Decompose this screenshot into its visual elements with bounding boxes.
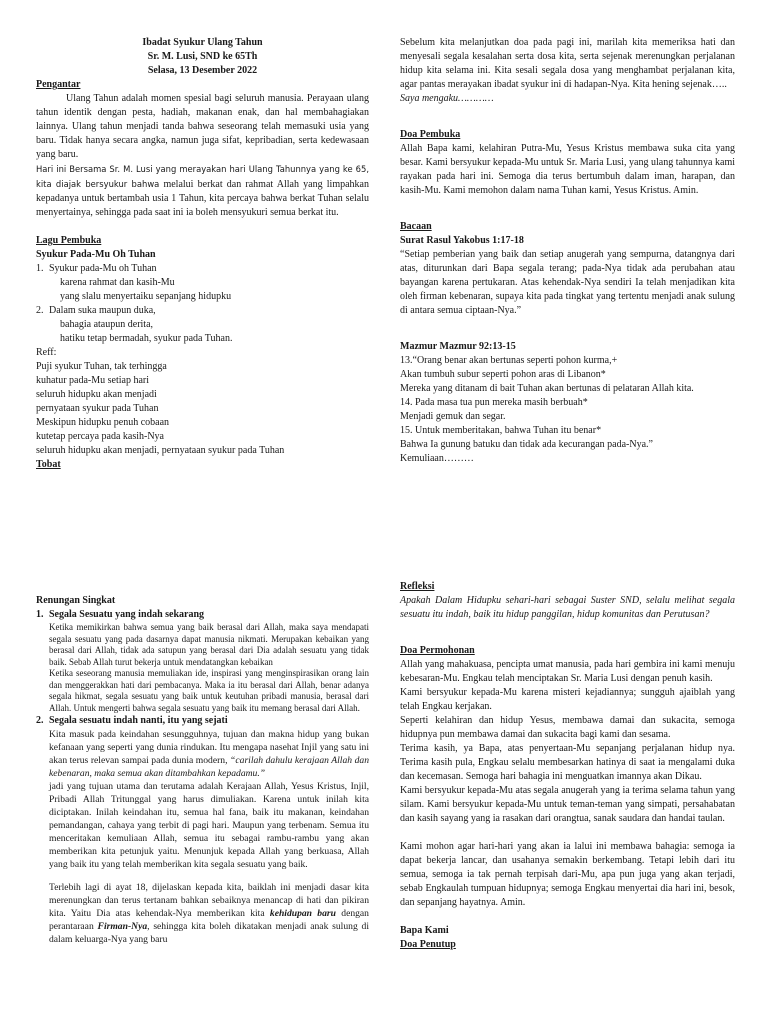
refrain-line: kutetap percaya pada kasih-Nya — [36, 431, 164, 442]
page-subtitle: Sr. M. Lusi, SND ke 65Th — [147, 51, 258, 62]
refrain-line: seluruh hidupku akan menjadi, pernyataan syukur pada Tuhan — [36, 445, 285, 456]
verse-number: 2. — [36, 305, 44, 316]
column-top-left — [36, 36, 369, 472]
verse-line: karena rahmat dan kasih-Mu — [60, 277, 175, 288]
verse-line: Syukur pada-Mu oh Tuhan — [49, 263, 157, 274]
point-paragraph: Ketika seseorang manusia memuliakan ide, inspirasi yang menginspirasikan orang lain dan menggerakkan hati dari pembacanya. Maka ia itu berasal dari Allah, benar adanya segala hikmat, segala sesuatu yang baik untuk keutuhan pribadi manusia, berasal dari Allah. Untuk mengerti bahwa segala sesuatu yang baik itu memang berasal dari Allah. — [49, 668, 369, 713]
section-heading-refleksi: Refleksi — [400, 581, 435, 592]
psalm-line: Kemuliaan……… — [400, 453, 474, 464]
section-heading-doa-penutup: Doa Penutup — [400, 939, 456, 950]
page-date: Selasa, 13 Desember 2022 — [147, 65, 258, 76]
point-number: 2. — [36, 715, 44, 726]
point-paragraph: , sehingga kita boleh dikatakan menjadi anak sulung di dalam keluarga-Nya yang baru — [49, 921, 369, 945]
section-heading-bacaan: Bacaan — [400, 221, 432, 232]
gospel-quote: “carilah dahulu kerajaan Allah dan kebenaran, maka semua akan ditambahkan kepadamu.” — [49, 755, 369, 779]
refrain-line: seluruh hidupku akan menjadi — [36, 389, 157, 400]
verse-line: bahagia ataupun derita, — [60, 319, 154, 330]
refrain-label: Reff: — [36, 347, 57, 358]
verse-number: 1. — [36, 263, 44, 274]
psalm-line: 14. Pada masa tua pun mereka masih berbuah* — [400, 397, 588, 408]
column-top-right — [400, 36, 735, 466]
doa-pembuka-paragraph: Allah Bapa kami, kelahiran Putra-Mu, Yesus Kristus membawa suka cita yang besar. Kami bersyukur kepada-Mu untuk Sr. Maria Lusi, yang ulang tahunnya kami rayakan pada hari ini. Semoga dia terus bertumbuh dalam iman, harapan, dan kasih-Mu. Kami memohon dalam nama Tuhan kami, Yesus Kristus. Amin. — [400, 143, 735, 196]
psalm-heading: Mazmur Mazmur 92:13-15 — [400, 341, 516, 352]
prayer-paragraph: Terima kasih, ya Bapa, atas penyertaan-Mu sepanjang perjalanan hidup nya. Terima kasih pula, Engkau selalu membesarkan hatinya di saat ia mengalami duka dan kecemasan. Semoga hari bahagia ini menguatkan imannya akan Dikau. — [400, 743, 735, 782]
point-paragraph: dengan perantaraan — [49, 908, 369, 932]
section-heading-doa-pembuka: Doa Pembuka — [400, 129, 461, 140]
point-number: 1. — [36, 609, 44, 620]
point-paragraph: Ketika memikirkan bahwa semua yang baik berasal dari Allah, maka saya mendapati segala sesuatu yang pada dasarnya dapat manusia nikmati. Merupakan kebaikan yang berasal dari Allah, tidak ada satupun yang berasal dari Dia adalah sesuatu yang tidak baik. Sebab Allah turut bekerja untuk mendatangkan kebaikan — [49, 622, 369, 667]
reading-paragraph: “Setiap pemberian yang baik dan setiap anugerah yang sempurna, datangnya dari atas, diturunkan dari Bapa segala terang; pada-Nya tidak ada perubahan atau bayangan karena pertukaran. Atas kehendak-Nya sendiri Ia telah menjadikan kita oleh firman kebenaran, supaya kita pada tingkat yang tertentu menjadi anak sulung di antara semua ciptaan-Nya.” — [400, 249, 735, 316]
psalm-line: 13.“Orang benar akan bertunas seperti pohon kurma,+ — [400, 355, 618, 366]
prayer-paragraph: Allah yang mahakuasa, pencipta umat manusia, pada hari gembira ini kami menuju kebesaran-Mu. Engkau telah menciptakan Sr. Maria Lusi dengan penuh kasih. — [400, 659, 735, 684]
point-paragraph: Terlebih lagi di ayat 18, dijelaskan kepada kita, baiklah ini menjadi dasar kita merenungkan dan terus tertanam bahkan sebaiknya menancap di hati dan pikiran kita. Yaitu Dia atas kehendak-Nya memberikan kita — [49, 882, 369, 919]
column-bottom-left — [36, 594, 369, 946]
song-title: Syukur Pada-Mu Oh Tuhan — [36, 249, 156, 260]
refrain-line: pernyataan syukur pada Tuhan — [36, 403, 159, 414]
verse-line: Dalam suka maupun duka, — [49, 305, 156, 316]
verse-line: hatiku tetap bermadah, syukur pada Tuhan. — [60, 333, 233, 344]
psalm-line: Bahwa Ia gunung batuku dan tidak ada kecurangan pada-Nya.” — [400, 439, 653, 450]
verse-line: yang slalu menyertaiku sepanjang hidupku — [60, 291, 232, 302]
refrain-line: Puji syukur Tuhan, tak terhingga — [36, 361, 167, 372]
tobat-paragraph: Sebelum kita melanjutkan doa pada pagi ini, marilah kita memeriksa hati dan menyesali segala kesalahan serta dosa kita, serta sejenak merenungkan perjalanan hidup kita selama ini. Kita sesali segala dosa yang menghambat perjalanan kita, agar pantas merayakan ibadat syukur ini di hadapan-Nya. Kita hening sejenak….. — [400, 37, 735, 90]
refleksi-paragraph: Apakah Dalam Hidupku sehari-hari sebagai Suster SND, selalu melihat segala sesuatu itu indah, baik itu hidup panggilan, hidup komunitas dan Perutusan? — [400, 595, 735, 620]
pengantar-paragraph: Ulang Tahun adalah momen spesial bagi seluruh manusia. Perayaan ulang tahun identik dengan pesta, hadiah, makanan enak, dan hal membahagiakan lainnya. Ulang tahun menjadi tanda bahwa seseorang telah memasuki usia yang baru. Tidak hanya secara angka, namun juga sifat, kepribadian, serta kedewasaan yang baru. — [36, 93, 369, 160]
confession-line: Saya mengaku………… — [400, 93, 494, 104]
psalm-line: Mereka yang ditanam di bait Tuhan akan bertunas di pelataran Allah kita. — [400, 383, 694, 394]
point-heading: Segala Sesuatu yang indah sekarang — [49, 609, 205, 620]
emphasis-text: Firman-Nya — [97, 921, 148, 932]
psalm-line: Menjadi gemuk dan segar. — [400, 411, 506, 422]
prayer-paragraph: Seperti kelahiran dan hidup Yesus, membawa damai dan sukacita, semoga hidupnya pun membawa damai dan sukacita bagi kami dan sesama. — [400, 715, 735, 740]
psalm-line: Akan tumbuh subur seperti pohon aras di Libanon* — [400, 369, 606, 380]
prayer-paragraph: Kami mohon agar hari-hari yang akan ia lalui ini membawa bahagia: semoga ia dapat bekerja lancar, dan usahanya semakin berkembang. Tetapi lebih dari itu semua, semoga ia tak pernah terpisah dari-Mu, apa pun juga yang akan terjadi, sebab Engkaulah tumpuan hidupnya; semoga Engkau menyertai dia hari ini, besok, dan sepanjang hayatnya. Amin. — [400, 841, 735, 908]
point-paragraph: Kita masuk pada keindahan sesungguhnya, tujuan dan makna hidup yang bukan kefanaan yang seperti yang dunia rindukan. Itu mengapa nasehat Injil yang satu ini akan terus relevan sampai pada dunia modern, — [49, 729, 369, 766]
refrain-line: Meskipun hidupku penuh cobaan — [36, 417, 170, 428]
page-title: Ibadat Syukur Ulang Tahun — [142, 37, 263, 48]
section-heading-doa-permohonan: Doa Permohonan — [400, 645, 475, 656]
section-heading-tobat: Tobat — [36, 459, 61, 470]
psalm-line: 15. Untuk memberitakan, bahwa Tuhan itu benar* — [400, 425, 602, 436]
section-heading-lagu: Lagu Pembuka — [36, 235, 102, 246]
prayer-paragraph: Kami bersyukur kepada-Mu karena misteri kejadiannya; sungguh ajaiblah yang telah Engkau kerjakan. — [400, 687, 735, 712]
bapa-kami-heading: Bapa Kami — [400, 925, 449, 936]
point-paragraph: jadi yang tujuan utama dan terutama adalah Kerajaan Allah, Yesus Kristus, Injil, Pribadi Allah Tritunggal yang harus dimuliakan. Karena untuk inilah kita diciptakan. Inilah keindahan itu, semua hal fana, baik itu makanan, keindahan pemandangan, cahaya yang terbit di pagi hari. Maupun yang terbenam. Semua itu menceritakan kemuliaan Allah, semua itu sebagai rambu-rambu yang akan memberikan kita petunjuk yaitu. Menunjuk kepada Allah yang berkuasa, Allah yang baik itu yang telah memberikan kita segala sesuatu yang baik. — [49, 781, 369, 870]
point-heading: Segala sesuatu indah nanti, itu yang sejati — [49, 715, 228, 726]
prayer-paragraph: Kami bersyukur kepada-Mu atas segala anugerah yang ia terima selama tahun yang silam. Kami bersyukur kepada-Mu untuk teman-teman yang simpati, persahabatan dan kasih sayang yang ia rasakan dari orangtua, sanak saudara dan handai taulan. — [400, 785, 735, 824]
reading-reference: Surat Rasul Yakobus 1:17-18 — [400, 235, 524, 246]
section-heading-renungan: Renungan Singkat — [36, 595, 116, 606]
refrain-line: kuhatur pada-Mu setiap hari — [36, 375, 150, 386]
column-bottom-right — [400, 580, 735, 952]
pengantar-paragraph-cont: melalui berkat dan rahmat Allah yang limpahkan kepadanya untuk bertambah usia 1 Tahun, kita percaya bahwa berkat Tuhan selalu menyertainya, sehingga pada saat ini ia boleh mensyukuri semua berkat itu. — [36, 179, 369, 218]
emphasis-text: kehidupan baru — [269, 908, 336, 919]
section-heading-pengantar: Pengantar — [36, 79, 81, 90]
pengantar-sans-text: Hari ini Bersama Sr. M. Lusi yang merayakan hari Ulang Tahunnya yang ke 65, kita diajak bersyukur bahwa — [36, 164, 369, 189]
